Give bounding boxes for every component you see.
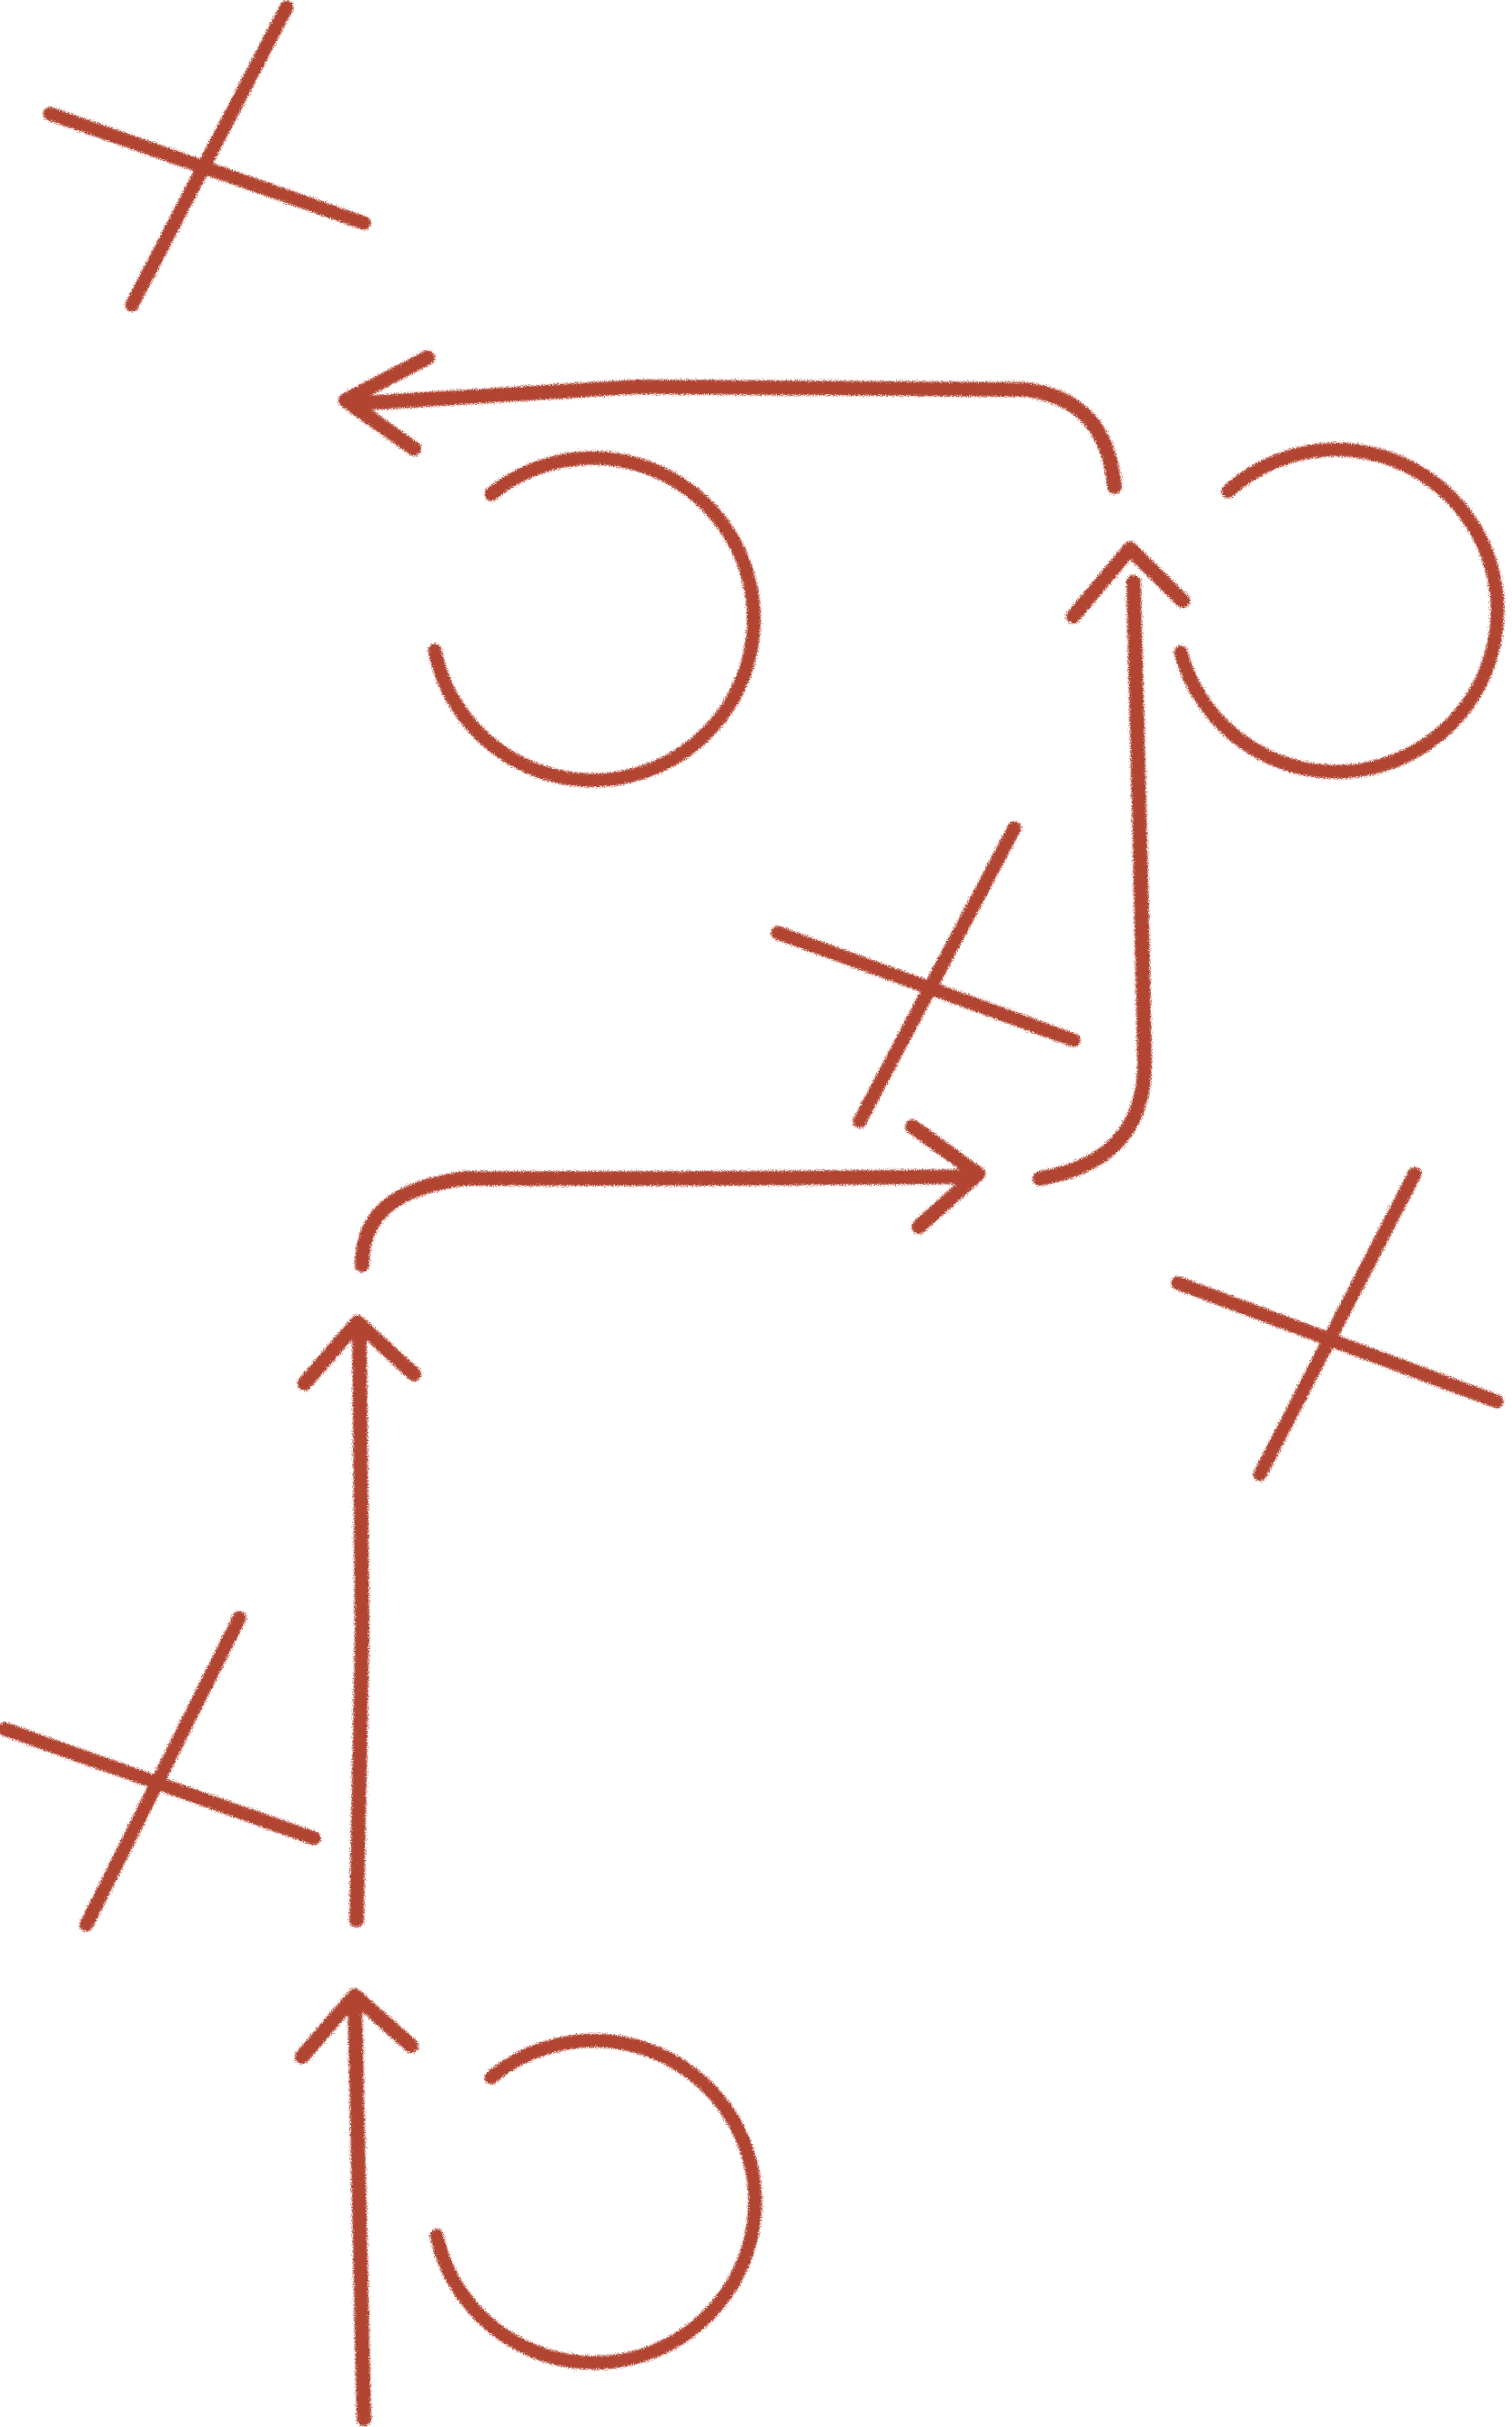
- o-stroke: [1181, 450, 1497, 772]
- defender-lower-left-x-icon: [5, 1618, 314, 1925]
- run-arrow-right-up: [1040, 549, 1183, 1178]
- run-arrow-bottom-up: [302, 1322, 414, 2419]
- arrow-shaft: [357, 1338, 362, 1920]
- x-stroke: [1178, 1283, 1497, 1401]
- o-stroke: [437, 2040, 755, 2362]
- attacker-top-middle-o-icon: [435, 458, 754, 780]
- o-stroke: [435, 458, 754, 780]
- defender-top-left-x-icon: [50, 7, 364, 305]
- arrow-shaft-lower: [355, 2002, 364, 2419]
- arrow-shaft: [1040, 582, 1144, 1178]
- run-arrow-upper-left-path: [362, 1127, 978, 1265]
- attacker-top-right-o-icon: [1181, 450, 1497, 772]
- run-arrow-top-left: [346, 358, 1114, 487]
- arrow-shaft: [362, 1177, 973, 1265]
- attacker-bottom-o-icon: [437, 2040, 755, 2362]
- defender-right-x-icon: [1178, 1174, 1497, 1474]
- defender-middle-x-icon: [778, 828, 1074, 1121]
- arrow-shaft: [364, 387, 1114, 487]
